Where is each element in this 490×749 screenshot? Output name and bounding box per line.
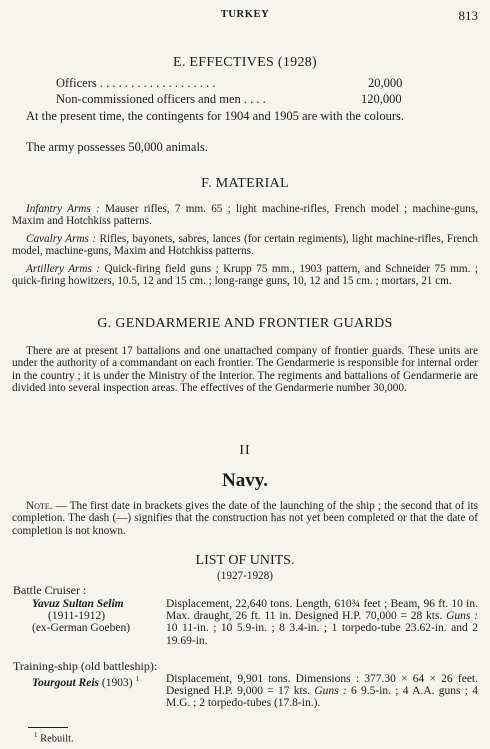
cavalry-arms-paragraph (12, 233, 478, 258)
list-of-units-years: (1927-1928) (217, 570, 273, 582)
ship-dates: (1903) (101, 676, 133, 689)
officers-label: Officers (56, 76, 97, 90)
footnote-rule (28, 727, 68, 728)
artillery-arms-text: Quick-firing field guns ; Krupp 75 mm., 1903 pattern, and Schneider 75 mm. ; quick-firing howitzers, 10.5, 12 and 15 cm. ; long-range guns, 10, 12 and 15 cm. ; mortars, 21 cm. (12, 263, 478, 288)
material-heading: F. MATERIAL (201, 176, 289, 191)
ship-yavuz-identity (32, 598, 164, 635)
infantry-arms-paragraph (12, 203, 478, 228)
running-head (12, 9, 478, 25)
effectives-animals-paragraph: The army possesses 50,000 animals. (26, 140, 208, 154)
ship-desc-b: 10 11-in. ; 10 5.9-in. ; 8 3.4-in. ; 1 torpedo-tube 23.62-in. and 2 19.69-in. (166, 622, 478, 647)
effectives-heading: E. EFFECTIVES (1928) (172, 55, 318, 70)
list-of-units-heading: LIST OF UNITS. (195, 553, 295, 568)
ship-name: Tourgout Reis (32, 676, 100, 689)
officers-row (56, 76, 416, 91)
ship-tourgout-description (166, 673, 478, 710)
running-head-title: TURKEY (220, 9, 270, 20)
note-label: Note. (26, 500, 53, 512)
leader-dots: . . . . . . . . . . . . . . . . . . . (99, 76, 216, 90)
footnote (34, 731, 74, 745)
nco-value: 120,000 (361, 92, 402, 106)
ship-desc-a: Displacement, 9,901 tons. Dimensions : 377.30 × 64 × 26 feet. Designed H.P. 9,000 = 17 kts. (166, 673, 478, 698)
training-ship-label: Training-ship (old battleship): (13, 659, 158, 673)
footnote-number: 1 (34, 731, 38, 739)
footnote-text: Rebuilt. (40, 733, 74, 745)
nco-label: Non-commissioned officers and men (56, 92, 241, 106)
cavalry-arms-label: Cavalry Arms : (26, 233, 97, 245)
infantry-arms-label: Infantry Arms : (26, 203, 100, 215)
ship-name: Yavuz Sultan Selim (32, 598, 124, 610)
ship-desc-a: Displacement, 22,640 tons. Length, 610¾ feet ; Beam, 96 ft. 10 in. Max. draught, 26 ft. 11 in. Designed H.P. 70,000 = 28 kts. (166, 598, 478, 623)
artillery-arms-paragraph (12, 263, 478, 288)
ship-dates: (1911-1912) (48, 610, 106, 623)
ship-tourgout-identity (32, 673, 164, 689)
cavalry-arms-text: Rifles, bayonets, sabres, lances (for certain regiments), light machine-rifles, French model, machine-guns, Maxim and Hotchkiss patterns. (12, 233, 479, 258)
effectives-contingents-paragraph: At the present time, the contingents for 1904 and 1905 are with the colours. (26, 109, 405, 123)
part-number: II (239, 443, 251, 458)
gendarmerie-heading: G. GENDARMERIE AND FRONTIER GUARDS (97, 316, 393, 331)
guns-label: Guns : (314, 685, 347, 698)
navy-title: Navy. (222, 470, 268, 491)
artillery-arms-label: Artillery Arms : (26, 263, 101, 275)
footnote-marker: 1 (135, 675, 139, 683)
officers-value: 20,000 (368, 76, 403, 90)
nco-row (56, 92, 416, 107)
leader-dots: . . . . (243, 92, 266, 106)
page-number: 813 (458, 8, 478, 23)
infantry-arms-text: Mauser rifles, 7 mm. 65 ; light machine-rifles, French model ; machine-guns, Maxim and Hotchkiss patterns. (12, 203, 479, 228)
ship-former-name: (ex-German Goeben) (32, 622, 131, 635)
battle-cruiser-label: Battle Cruiser : (13, 583, 87, 597)
gendarmerie-paragraph: There are at present 17 battalions and one unattached company of frontier guards. These units are under the authority of a commandant on each frontier. The Gendarmerie is responsible for internal order in the country ; it is under the Ministry of the Interior. The regiments and battalions of Gendarmerie are divided into several inspection areas. The effectives of the Gendarmerie number 30,000. (12, 345, 478, 395)
note-text: — The first date in brackets gives the date of the launching of the ship ; the second that of its completion. The dash (—) signifies that the construction has not yet been completed or that the date of completion is not known. (12, 500, 478, 537)
ship-yavuz-description (166, 598, 478, 647)
navy-note (12, 500, 478, 537)
guns-label: Guns : (446, 610, 478, 623)
ship-desc-b: 6 9.5-in. ; 4 A.A. guns ; 4 M.G. ; 2 torpedo-tubes (17.8-in.). (166, 685, 478, 710)
